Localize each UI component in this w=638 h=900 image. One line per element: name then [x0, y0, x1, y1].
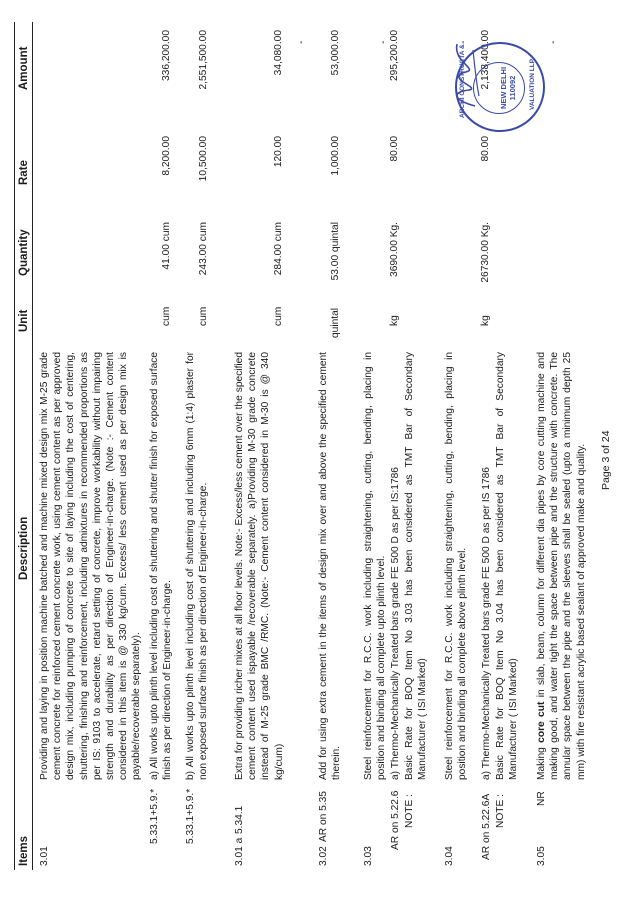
item-description: Extra for providing richer mixes at all floor levels. Note:- Excess/less cement over the specified cement content used ispayable /recoverable separately. a)Providing M-30 grade concrete instead of M-25 grade BMC /RMC. (Note:- Cement content considered in M-30 is @ 340 kg/cum) [234, 352, 285, 780]
header-quantity: Quantity [18, 229, 30, 276]
item-rate: 120.00 [273, 136, 284, 168]
item-rate: 1,000.00 [330, 136, 341, 176]
item-unit: cum [198, 306, 209, 326]
item-reference: 5.33.1+5.9.* [149, 788, 160, 844]
item-description: Steel reinforcement for R.C.C. work including straightening, cutting, bending, placing in position and binding all complete above plinth level. [444, 352, 469, 780]
item-reference: 5.33.1+5.9.* [185, 788, 196, 844]
header-rate: Rate [18, 160, 30, 185]
item-unit: kg [480, 315, 491, 326]
note-text: Basic Rate for BOQ Item No 3.03 has been considered as TMT Bar of Secondary Manufacturer ( ISI Marked) [404, 352, 429, 780]
item-unit: cum [161, 306, 172, 326]
item-quantity: 243.00 cum [198, 222, 209, 276]
item-amount: 336,200.00 [161, 30, 172, 81]
item-description: Providing and laying in position machine batched and machine mixed design mix M-25 grade cement concrete for reinforced cement concrete work, using cement content as per approved design mix, including pumping of concrete to site of laying including the cost of centering, shuttering, finishing and reinforcement, including admixtures in recommended proportions as per IS: 9103 to accelerate, retard setting of concrete, improve workability without impairing strength and durability as per direction of Engineer-in-charge. (Note :- Cement content considered in this item is @ 330 kg/cum. Excess/ less cement used as per design mix is payable/recoverable separately). [39, 352, 143, 780]
item-number: 3.01 a [234, 837, 245, 866]
item-amount: 2,138,400.00 [480, 30, 491, 90]
item-quantity: 53.00 quintal [330, 222, 341, 281]
description-rest: in slab, beam, column for different dia pipes by core cutting machine and making good, and water tight the space between pipe and the structure with concrete. The annular space between the pipe and the sleeves shall be sealed (upto a minimum depth 25 mm) with fire resistant acrylic based sealant of approved make and quality. [536, 352, 587, 780]
item-unit: kg [389, 315, 400, 326]
item-description: a) All works upto plinth level including cost of shuttering and shutter finish for exposed surface finish as per direction of Engineer-in-charge. [149, 352, 174, 780]
item-description: a) Thermo-Mechanically Treated bars grade FE 500 D as per IS 1786 [481, 467, 492, 780]
note-label: NOTE : [404, 794, 415, 828]
item-number: 3.01 [39, 846, 50, 866]
item-rate: 10,500.00 [198, 136, 209, 182]
item-quantity: 3690.00 Kg. [389, 222, 400, 277]
item-quantity: 284.00 cum [273, 222, 284, 276]
item-number: 3.05 [536, 846, 547, 866]
seal-line-1: NEW DELHI [499, 66, 508, 110]
seal-city [499, 57, 517, 119]
header-items: Items [18, 835, 30, 866]
item-amount: 295,200.00 [389, 30, 400, 81]
company-seal [455, 42, 545, 132]
item-number: 3.04 [444, 846, 455, 866]
header-top-rule [14, 22, 15, 870]
item-description: Steel reinforcement for R.C.C. work including straightening, cutting, bending, placing in position and binding all complete upto plinth level. [363, 352, 388, 780]
blank-dash: - [458, 40, 469, 44]
seal-line-2: 110092 [508, 75, 517, 101]
item-reference: 5.34.1 [234, 805, 245, 834]
seal-inner-ring [473, 62, 525, 114]
description-emphasis: core cut [536, 701, 547, 743]
item-unit: cum [273, 306, 284, 326]
item-reference: NR [536, 791, 547, 806]
item-unit: quintal [330, 307, 341, 338]
header-bottom-rule [32, 22, 33, 870]
blank-dash: - [548, 40, 559, 44]
item-number: 3.02 [318, 846, 329, 866]
header-description: Description [18, 516, 30, 580]
description-lead: Making [536, 742, 547, 780]
note-label: NOTE : [495, 794, 506, 828]
item-rate: 80.00 [480, 136, 491, 162]
item-description: a) Thermo-Mechanically Treated bars grade FE 500 D as per IS:1786 [390, 467, 401, 780]
item-description: Add for using extra cement in the items of design mix over and above the specified cement therein. [318, 352, 343, 780]
note-text: Basic Rate for BOQ Item No 3.04 has been considered as TMT Bar of Secondary Manufacturer ( ISI Marked) [495, 352, 520, 780]
item-rate: 8,200.00 [161, 136, 172, 176]
page-number: Page 3 of 24 [600, 430, 612, 490]
item-reference: AR on 5.22.6 [390, 790, 401, 850]
blank-dash: - [378, 40, 389, 44]
header-amount: Amount [18, 46, 30, 90]
header-unit: Unit [18, 309, 30, 332]
item-amount: 53,000.00 [330, 30, 341, 76]
seal-ring-top: ARCHI CONSTRUCTA & [459, 44, 466, 118]
item-description [535, 352, 588, 780]
item-quantity: 26730.00 Kg. [480, 222, 491, 283]
item-reference: AR on 5.35 [318, 791, 329, 842]
seal-ring-bottom: VALUATION LLP [529, 58, 536, 110]
item-reference: AR on 5.22.6A [481, 793, 492, 860]
item-number: 3.03 [363, 846, 374, 866]
blank-dash: - [296, 40, 307, 44]
item-amount: 2,551,500.00 [198, 30, 209, 90]
item-amount: 34,080.00 [273, 30, 284, 76]
item-description: b) All works upto plinth level including cost of shuttering and including 6mm (1:4) plaster for non exposed surface finish as per direction of Engineer-in-charge. [185, 352, 210, 780]
item-rate: 80.00 [389, 136, 400, 162]
item-quantity: 41.00 cum [161, 222, 172, 270]
